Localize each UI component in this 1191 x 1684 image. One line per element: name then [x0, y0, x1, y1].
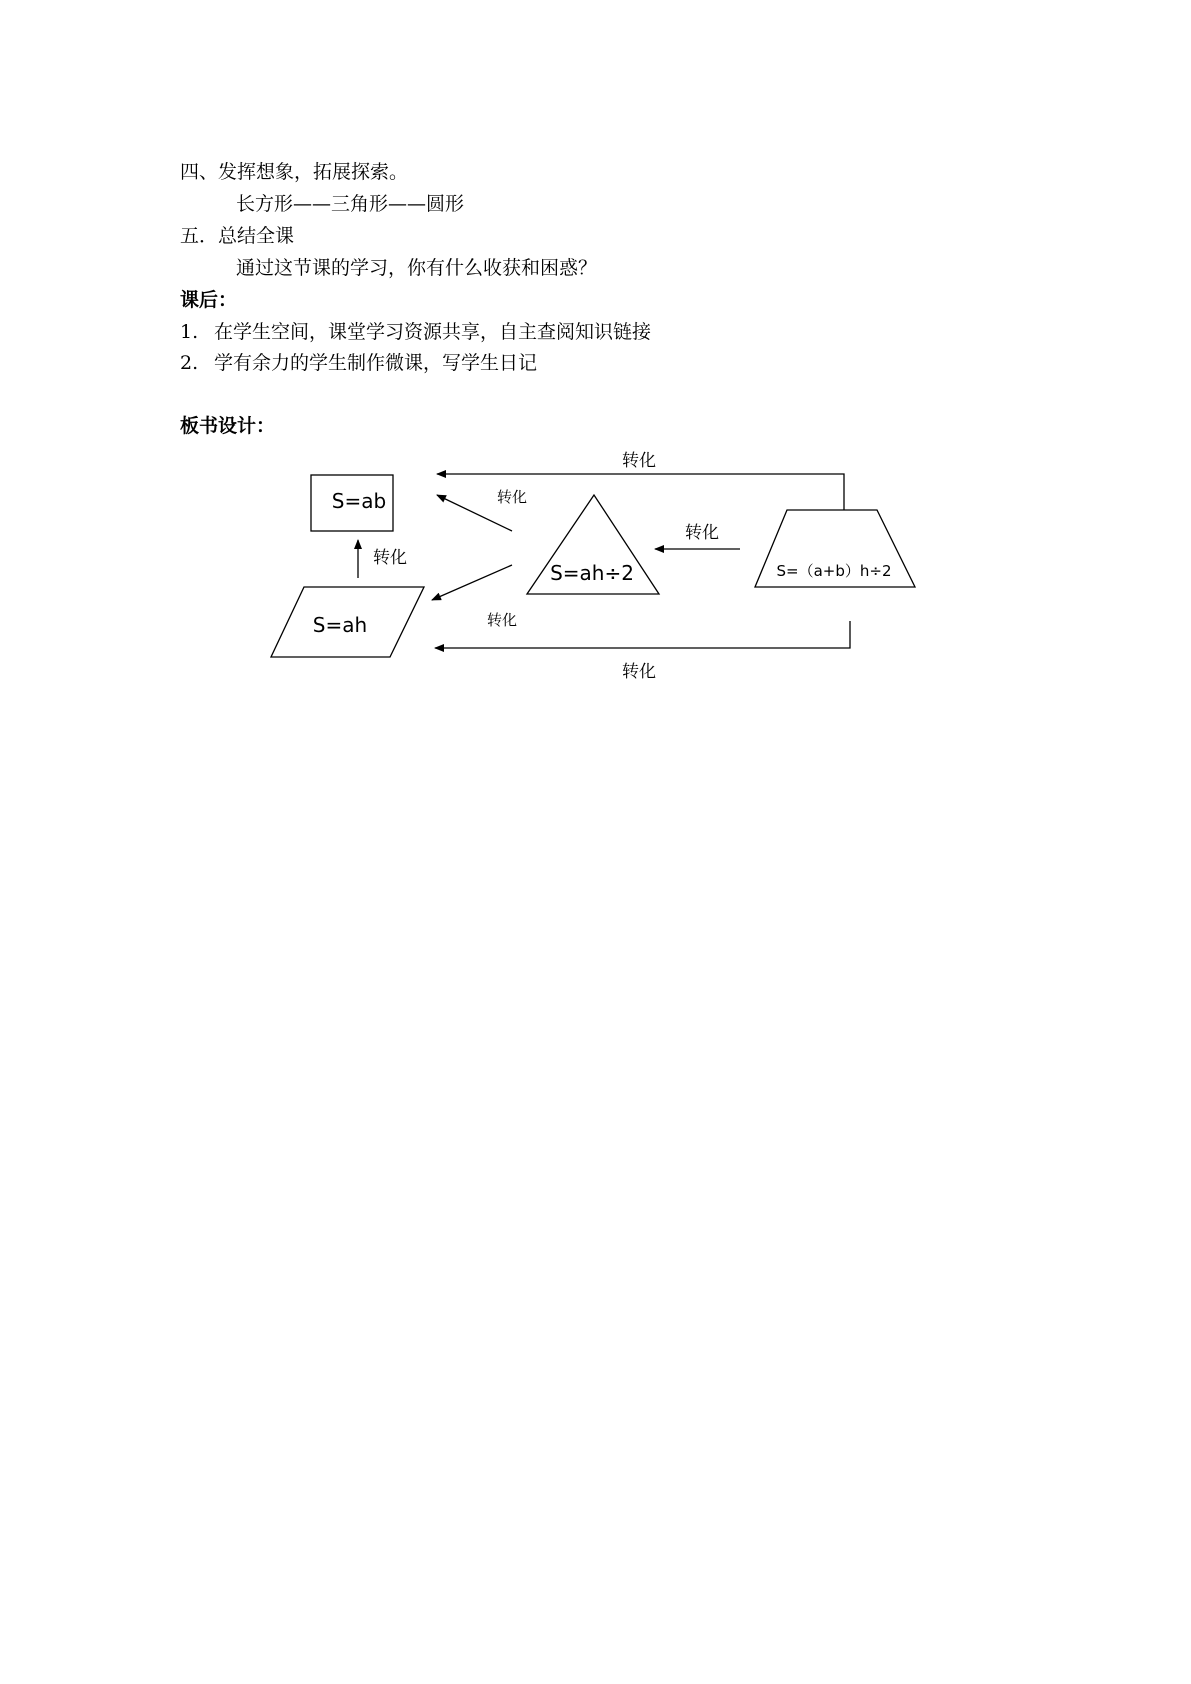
after-class-heading: 课后： — [180, 289, 238, 311]
parallelogram-formula: S=ah — [312, 613, 368, 637]
label-parallelogram-to-rectangle: 转化 — [373, 548, 407, 568]
rectangle-formula: S=ab — [331, 489, 387, 513]
trapezoid-formula: S=（a+b）h÷2 — [776, 562, 892, 580]
section5-content: 通过这节课的学习，你有什么收获和困惑？ — [236, 257, 598, 279]
section4-content: 长方形——三角形——圆形 — [236, 193, 465, 215]
triangle-formula: S=ah÷2 — [550, 561, 634, 585]
label-trapezoid-to-triangle: 转化 — [685, 523, 719, 543]
list-item-text: 在学生空间，课堂学习资源共享，自主查阅知识链接 — [214, 321, 652, 343]
board-design-heading: 板书设计： — [180, 415, 276, 437]
list-item-number: 2. — [180, 352, 199, 374]
label-top: 转化 — [622, 451, 656, 471]
label-triangle-to-parallelogram: 转化 — [486, 611, 518, 629]
list-item-text: 学有余力的学生制作微课，写学生日记 — [214, 352, 538, 374]
section5-heading: 五．总结全课 — [180, 225, 295, 247]
section4-heading: 四、发挥想象，拓展探索。 — [180, 161, 409, 183]
label-bottom: 转化 — [622, 662, 656, 682]
arrow-triangle-to-parallelogram — [432, 565, 512, 600]
label-triangle-to-rectangle: 转化 — [496, 488, 528, 506]
list-item-number: 1. — [180, 321, 199, 343]
